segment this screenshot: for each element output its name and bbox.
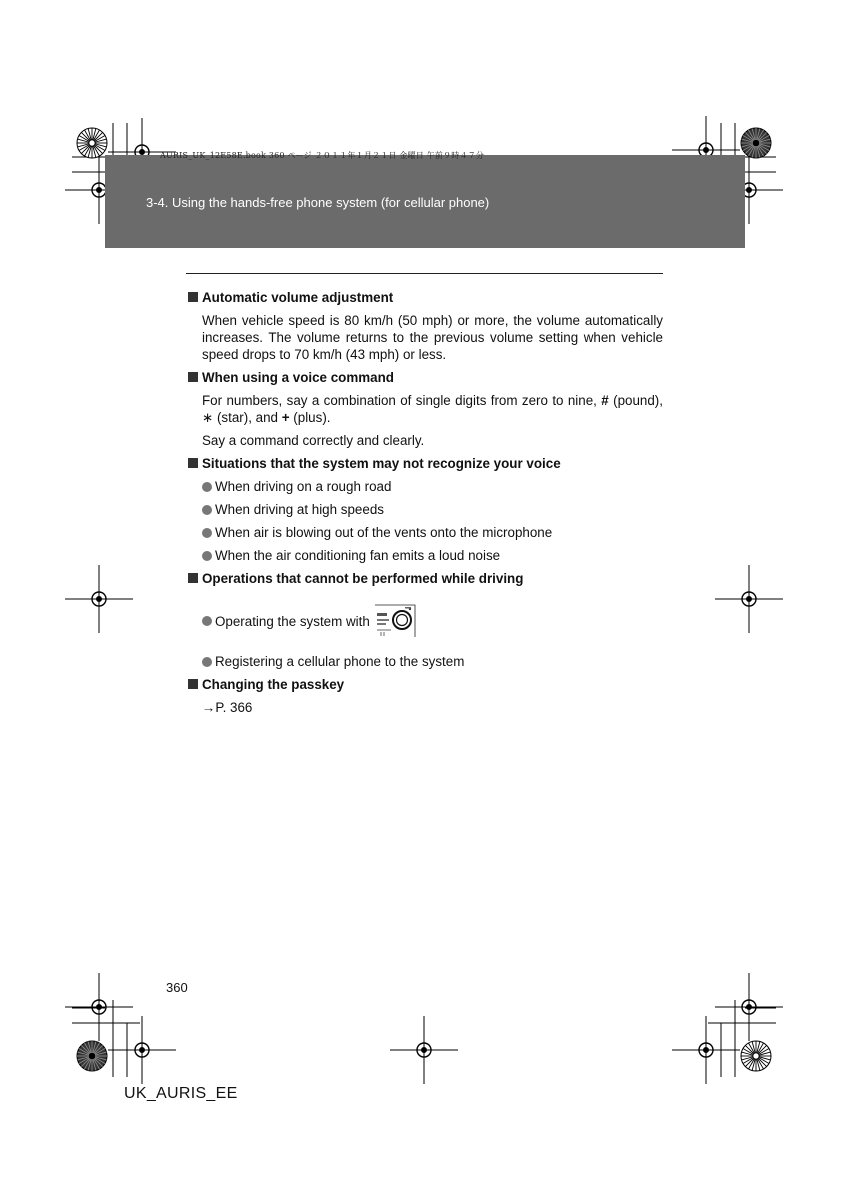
top-divider: [186, 273, 663, 274]
registration-crosshair: [672, 1016, 740, 1084]
color-registration-target: [77, 1041, 107, 1071]
heading-voice-command: When using a voice command: [188, 369, 663, 386]
plus-symbol: +: [281, 410, 290, 425]
page-number: 360: [166, 980, 188, 995]
square-bullet-icon: [188, 679, 198, 689]
round-bullet-icon: [202, 505, 212, 515]
square-bullet-icon: [188, 372, 198, 382]
list-item: Operating the system with: [202, 603, 663, 639]
list-item: When the air conditioning fan emits a loud noise: [202, 547, 663, 564]
registration-crosshair: [65, 973, 133, 1041]
section-title: 3-4. Using the hands-free phone system (for cellular phone): [146, 195, 490, 210]
heading-not-recognize: Situations that the system may not recognize your voice: [188, 455, 663, 472]
color-registration-target: [77, 128, 107, 158]
page-content: [188, 289, 663, 722]
registration-crosshair: [715, 565, 783, 633]
voice-command-text: For numbers, say a combination of single digits from zero to nine, # (pound), ∗ (star), and + (plus).: [202, 393, 663, 425]
list-item: Registering a cellular phone to the system: [202, 653, 663, 670]
heading-passkey: Changing the passkey: [188, 676, 663, 693]
color-registration-target: [741, 128, 771, 158]
square-bullet-icon: [188, 292, 198, 302]
color-registration-target: [741, 1041, 771, 1071]
round-bullet-icon: [202, 482, 212, 492]
round-bullet-icon: [202, 657, 212, 667]
heading-cannot-perform: Operations that cannot be performed while driving: [188, 570, 663, 587]
square-bullet-icon: [188, 573, 198, 583]
registration-crosshair: [390, 1016, 458, 1084]
registration-crosshair: [65, 565, 133, 633]
star-symbol: ∗: [202, 410, 214, 425]
square-bullet-icon: [188, 458, 198, 468]
heading-auto-volume: Automatic volume adjustment: [188, 289, 663, 306]
round-bullet-icon: [202, 528, 212, 538]
round-bullet-icon: [202, 551, 212, 561]
list-item: When driving on a rough road: [202, 478, 663, 495]
voice-command-tip: Say a command correctly and clearly.: [202, 433, 425, 448]
document-code: UK_AURIS_EE: [124, 1085, 238, 1102]
passkey-reference-link[interactable]: →P. 366: [202, 700, 253, 715]
registration-crosshair: [108, 1016, 176, 1084]
list-item: When driving at high speeds: [202, 501, 663, 518]
audio-unit-knob-icon: [373, 603, 417, 639]
print-file-info: AURIS_UK_12E58E.book 360 ページ ２０１１年１月２１日 金曜日 午前９時４７分: [160, 151, 485, 160]
pound-symbol: #: [601, 393, 609, 408]
auto-volume-text: When vehicle speed is 80 km/h (50 mph) or more, the volume automatically increases. The volume returns to the previous volume setting when vehicle speed drops to 70 km/h (43 mph) or less.: [202, 313, 663, 362]
round-bullet-icon: [202, 616, 212, 626]
registration-crosshair: [715, 973, 783, 1041]
list-item: When air is blowing out of the vents onto the microphone: [202, 524, 663, 541]
arrow-right-icon: →: [202, 700, 216, 715]
